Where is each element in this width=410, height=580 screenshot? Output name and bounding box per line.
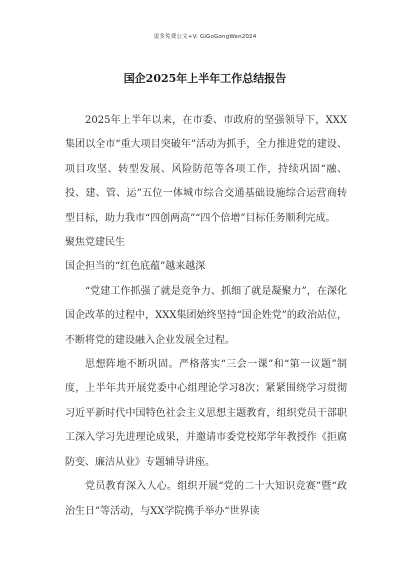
body-paragraph: 党员教育深入人心。组织开展“党的二十大知识竞赛”暨“政治生日”等活动，与XX学院携手举办“世界读 <box>65 481 347 517</box>
section-heading: 聚焦党建民生 <box>65 237 125 249</box>
body-paragraph: 思想阵地不断巩固。严格落实“三会一课”和“第一议题”制度，上半年共开展党委中心组理论学习8次；紧紧围绕学习贯彻习近平新时代中国特色社会主义思想主题教育，组织党员干部职工深入学习先进理论成果，并邀请市委党校郑学年教授作《拒腐防变、廉洁从业》专题辅导讲座。 <box>65 359 347 468</box>
document-title: 国企2025年上半年工作总结报告 <box>123 72 287 85</box>
header-note: 更多免费公文+V: GiGoGongWen2024 <box>153 34 257 40</box>
body-paragraph: “党建工作抓强了就是竞争力、抓细了就是凝聚力”，在深化国企改革的过程中，XXX集团始终坚持“国企姓党”的政治站位，不断将党的建设融入企业发展全过程。 <box>65 285 347 346</box>
document-body <box>65 109 347 524</box>
intro-paragraph: 2025年上半年以来，在市委、市政府的坚强领导下，XXX集团以全市“重大项目突破年”活动为抓手，全力推进党的建设、项目攻坚、转型发展、风险防范等各项工作，持续巩固“融、投、建、管、运”五位一体城市综合交通基础设施综合运营商转型目标，助力我市“四创两高”“四个倍增”目标任务顺利完成。 <box>65 115 347 224</box>
section-subheading: 国企担当的“红色底蕴”越来越深 <box>65 261 206 273</box>
